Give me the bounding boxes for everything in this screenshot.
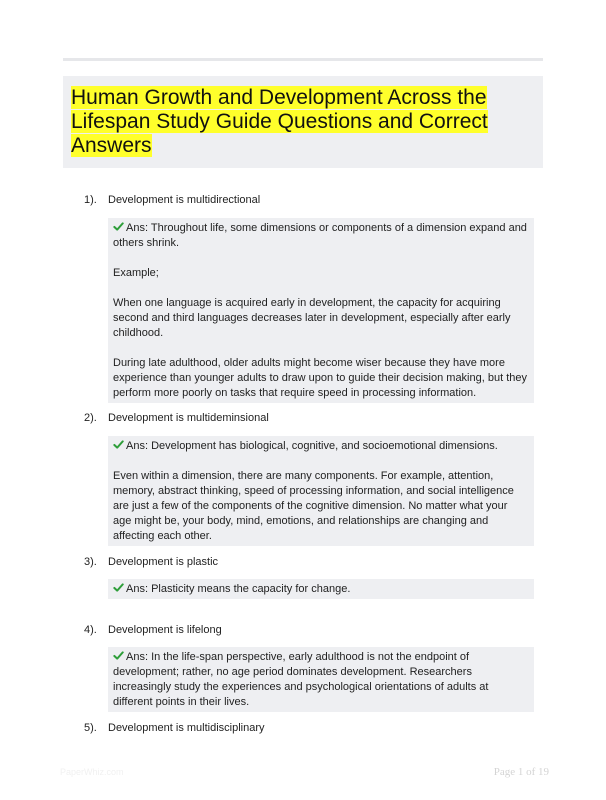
answer-paragraph: Ans: Development has biological, cognitive, and socioemotional dimensions. (113, 439, 528, 454)
answer-box (108, 647, 534, 712)
question-number: 1). (84, 194, 97, 206)
checkmark-icon (113, 439, 124, 450)
question-prompt: Development is multidisciplinary (108, 722, 265, 734)
answer-paragraph: Even within a dimension, there are many components. For example, attention, memory, abstract thinking, speed of processing information, and social intelligence are just a few of the components of the cognitive dimension. No matter what your age might be, your body, mind, emotions, and relationships are changing and affecting each other. (113, 470, 514, 542)
page-number: Page 1 of 19 (493, 766, 549, 778)
question-number: 2). (84, 412, 97, 424)
question-prompt: Development is lifelong (108, 624, 222, 636)
answer-paragraph: During late adulthood, older adults might become wiser because they have more experience than younger adults to draw upon to guide their decision making, but they perform more poorly on tasks that require speed in processing information. (113, 357, 527, 399)
answer-paragraph: Ans: Plasticity means the capacity for change. (113, 582, 528, 597)
checkmark-icon (113, 582, 124, 593)
answer-paragraph: Example; (113, 267, 159, 279)
answer-paragraph: Ans: In the life-span perspective, early adulthood is not the endpoint of development; rather, no age period dominates development. Researchers increasingly study the experiences and psychological orientations of adults at different points in their lives. (113, 651, 489, 708)
answer-paragraph: When one language is acquired early in development, the capacity for acquiring second and third languages decreases later in development, especially after early childhood. (113, 297, 511, 339)
top-divider (63, 58, 543, 61)
answer-box (108, 218, 534, 403)
question-prompt: Development is multidirectional (108, 194, 261, 206)
answer-box (108, 436, 534, 546)
answer-paragraph: Ans: Throughout life, some dimensions or components of a dimension expand and others shrink. (113, 222, 527, 249)
question-prompt: Development is plastic (108, 556, 219, 568)
question-number: 3). (84, 556, 97, 568)
document-title: Human Growth and Development Across the Lifespan Study Guide Questions and Correct Answers (71, 86, 488, 157)
question-prompt: Development is multideminsional (108, 412, 269, 424)
footer-site-watermark: PaperWhiz.com (60, 767, 124, 777)
question-number: 4). (84, 624, 97, 636)
checkmark-icon (113, 650, 124, 661)
checkmark-icon (113, 221, 124, 232)
question-number: 5). (84, 722, 97, 734)
answer-box (108, 579, 534, 599)
